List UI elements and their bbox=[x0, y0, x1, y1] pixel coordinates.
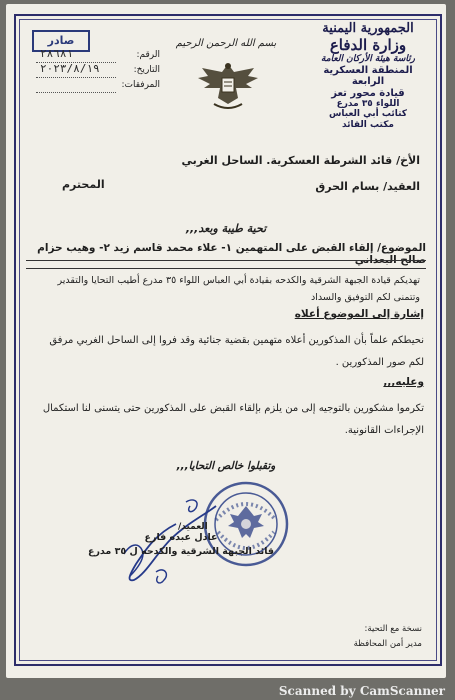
reference-block bbox=[30, 47, 160, 95]
document-page bbox=[6, 4, 446, 678]
date-row bbox=[30, 62, 160, 80]
eagle-emblem-icon bbox=[194, 58, 262, 114]
date-value: ٢٠٢٣/٨/١٩ bbox=[40, 62, 100, 75]
addressee-to: الأخ/ قائد الشرطة العسكرية. الساحل الغربي bbox=[181, 154, 420, 167]
paragraph-greeting: تهديكم قيادة الجبهة الشرقية والكدحه بقيادة أبي العباس اللواء ٣٥ مدرع أطيب التحايا والتقدير وتتمنى لكم التوفيق والسداد bbox=[57, 275, 420, 303]
addressee-rank: العقيد/ بسام الحرق bbox=[315, 180, 420, 193]
header-battalions: كتائب أبي العباس bbox=[328, 109, 408, 120]
signature-name: عادل عبده فارع bbox=[144, 532, 218, 543]
letterhead-organization bbox=[308, 22, 428, 130]
header-axis: قيادة محور تعز bbox=[331, 87, 405, 99]
subject-underline bbox=[26, 260, 426, 261]
header-ministry: وزارة الدفاع bbox=[329, 35, 407, 54]
header-brigade: اللواء ٣٥ مدرع bbox=[336, 99, 400, 110]
greeting: تحية طيبة وبعد,,, bbox=[185, 222, 267, 235]
header-region: المنطقة العسكرية الرابعة bbox=[323, 64, 413, 88]
copy-note-label: نسخة مع التحية: bbox=[364, 624, 422, 634]
subject-line: الموضوع/ إلقاء القبض على المتهمين ١- علاء محمد قاسم زيد ٢- وهيب حزام صالح البعداني bbox=[26, 242, 426, 269]
addressee-respect: المحترم bbox=[62, 178, 105, 191]
copy-note bbox=[354, 622, 422, 652]
handwritten-signature-icon bbox=[116, 494, 226, 594]
header-office: مكتب القائد bbox=[341, 119, 395, 130]
reference-number-value: ٢٨٦٨١ bbox=[40, 47, 74, 60]
reference-heading: إشارة إلى الموضوع أعلاه bbox=[294, 308, 424, 320]
header-staff: رئاسة هيئة الأركان العامة bbox=[321, 54, 415, 65]
header-country: الجمهورية اليمنية bbox=[322, 21, 414, 36]
scanner-watermark: Scanned by CamScanner bbox=[278, 684, 445, 698]
signature-position: قائد الجبهة الشرقية والكدحه ل ٣٥ مدرع bbox=[87, 546, 275, 557]
and-then-heading: وعليه,,, bbox=[383, 376, 424, 388]
paragraph-notice: نحيطكم علماً بأن المذكورين أعلاه متهمين بقضية جنائية وقد فروا إلى الساحل الغربي مرفق لكم صور المذكورين . bbox=[49, 335, 424, 368]
attachments-row bbox=[30, 80, 160, 95]
copy-note-recipient: مدير أمن المحافظة bbox=[353, 639, 422, 649]
outgoing-stamp: صادر bbox=[32, 30, 90, 52]
signature-title: العميد/ bbox=[178, 522, 208, 532]
basmala: بسم الله الرحمن الرحيم bbox=[175, 38, 277, 49]
reference-number-label: الرقم: bbox=[136, 50, 160, 60]
date-label: التاريخ: bbox=[133, 65, 160, 75]
paragraph-request: تكرموا مشكورين بالتوجيه إلى من يلزم بإلقاء القبض على المذكورين حتى يتسنى لنا استكمال الإجراءات القانونية. bbox=[42, 403, 424, 436]
closing-line: وتقبلوا خالص التحايا,,, bbox=[176, 460, 276, 472]
attachments-label: المرفقات: bbox=[121, 80, 160, 90]
